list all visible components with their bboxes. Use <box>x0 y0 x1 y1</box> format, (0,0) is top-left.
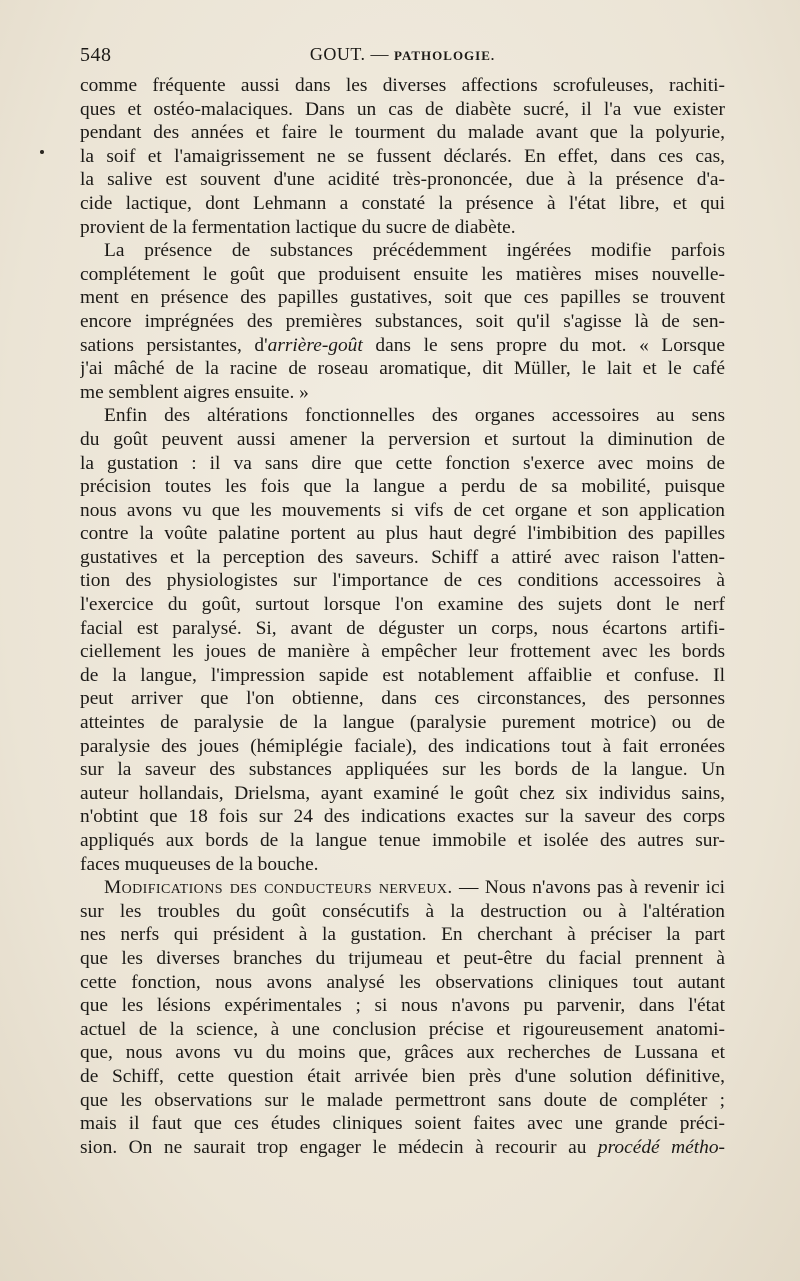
text-line: que les lésions expérimentales ; si nous n'avons pu parvenir, dans l'état <box>80 995 725 1017</box>
text-line: ques et ostéo-malaciques. Dans un cas de diabète sucré, il l'a vue exister <box>80 98 725 120</box>
text-line: La présence de substances précédemment ingérées modifie parfois <box>104 240 725 262</box>
text-line: tion des physiologistes sur l'importance de ces conditions accessoires à <box>80 570 725 592</box>
text-line: gustatives et la perception des saveurs. Schiff a attiré avec raison l'atten- <box>80 546 725 568</box>
text-segment: dans le sens propre du mot. « Lorsque <box>362 334 725 356</box>
text-line: appliqués aux bords de la langue tenue immobile et isolée des autres sur- <box>80 830 725 851</box>
text-line: l'exercice du goût, surtout lorsque l'on examine des sujets dont le nerf <box>80 594 725 616</box>
text-segment: sion. On ne saurait trop engager le médecin à recourir au <box>80 1136 598 1158</box>
running-head-title: GOUT. <box>309 44 366 64</box>
text-line: la gustation : il va sans dire que cette fonction s'exerce avec moins de <box>80 452 725 474</box>
text-line: pendant des années et faire le tourment du malade avant que la polyurie, <box>80 122 725 144</box>
italic-term: arrière-goût <box>267 334 363 356</box>
text-line-with-heading <box>80 876 725 900</box>
text-line-with-italic <box>80 1136 725 1160</box>
margin-mark <box>40 150 44 154</box>
text-segment: sations persistantes, d' <box>80 334 268 356</box>
text-line: que, nous avons vu du moins que, grâces aux recherches de Lussana et <box>80 1042 725 1064</box>
text-line: que les diverses branches du trijumeau et peut-être du facial prennent à <box>80 947 725 969</box>
text-segment: — Nous n'avons pas à revenir ici <box>452 877 725 899</box>
paragraph-1 <box>80 74 725 239</box>
paragraph-4 <box>80 876 725 1159</box>
text-line: contre la voûte palatine portent au plus haut degré l'imbibition des papilles <box>80 523 725 545</box>
text-line: nes nerfs qui président à la gustation. En cherchant à préciser la part <box>80 924 725 946</box>
text-line: Enfin des altérations fonctionnelles des organes accessoires au sens <box>104 405 725 427</box>
text-line: paralysie des joues (hémiplégie faciale), des indications tout à fait erronées <box>80 735 725 757</box>
text-line: auteur hollandais, Drielsma, ayant examiné le goût chez six individus sains, <box>80 782 725 804</box>
body-text <box>80 74 725 1159</box>
text-line: complétement le goût que produisent ensuite les matières mises nouvelle- <box>80 263 725 285</box>
paragraph-3 <box>80 404 725 876</box>
text-line: nous avons vu que les mouvements si vifs de cet organe et son application <box>80 499 725 521</box>
text-line: cide lactique, dont Lehmann a constaté la présence à l'état libre, et qui <box>80 192 725 214</box>
text-line: précision toutes les fois que la langue a perdu de sa mobilité, puisque <box>80 476 725 498</box>
text-line: la soif et l'amaigrissement ne se fussent déclarés. En effet, dans ces cas, <box>80 145 725 167</box>
page-number: 548 <box>80 44 112 66</box>
text-line: que les observations sur le malade permettront sans doute de compléter ; <box>80 1089 725 1111</box>
text-line: peut arriver que l'on obtienne, dans ces circonstances, des personnes <box>80 688 725 710</box>
text-line: ment en présence des papilles gustatives, soit que ces papilles se trouvent <box>80 287 725 309</box>
text-line: mais il faut que ces études cliniques soient faites avec une grande préci- <box>80 1113 725 1135</box>
text-line: faces muqueuses de la bouche. <box>80 853 319 875</box>
italic-term: procédé métho- <box>597 1136 725 1158</box>
text-line: sur les troubles du goût consécutifs à la destruction ou à l'altération <box>80 900 725 922</box>
text-line: du goût peuvent aussi amener la perversion et surtout la diminution de <box>80 428 725 450</box>
text-line: provient de la fermentation lactique du sucre de diabète. <box>80 216 516 238</box>
running-head <box>80 44 725 65</box>
paragraph-2 <box>80 239 725 404</box>
text-line: me semblent aigres ensuite. » <box>80 381 309 403</box>
text-line: la salive est souvent d'une acidité très-prononcée, due à la présence d'a- <box>80 169 725 191</box>
text-line: facial est paralysé. Si, avant de déguster un corps, nous écartons artifi- <box>80 617 725 639</box>
running-head-section: PATHOLOGIE. <box>393 48 496 63</box>
page-header <box>80 40 725 72</box>
section-heading: Modifications des conducteurs nerveux. <box>104 877 453 899</box>
text-line: de la langue, l'impression sapide est notablement affaiblie et confuse. Il <box>80 664 725 686</box>
text-line: encore imprégnées des premières substances, soit qu'il s'agisse là de sen- <box>80 310 725 332</box>
text-line-with-italic <box>80 334 725 358</box>
text-line: j'ai mâché de la racine de roseau aromatique, dit Müller, le lait et le café <box>80 358 725 380</box>
text-line: comme fréquente aussi dans les diverses affections scrofuleuses, rachiti- <box>80 75 725 96</box>
text-line: actuel de la science, à une conclusion précise et rigoureusement anatomi- <box>80 1018 725 1040</box>
text-line: de Schiff, cette question était arrivée bien près d'une solution définitive, <box>80 1065 725 1087</box>
text-line: cette fonction, nous avons analysé les observations cliniques tout autant <box>80 971 725 993</box>
text-line: sur la saveur des substances appliquées sur les bords de la langue. Un <box>80 759 725 781</box>
running-head-dash: — <box>365 44 394 64</box>
text-line: atteintes de paralysie de la langue (paralysie purement motrice) ou de <box>80 712 725 734</box>
text-line: ciellement les joues de manière à empêcher leur frottement avec les bords <box>80 641 725 663</box>
text-line: n'obtint que 18 fois sur 24 des indications exactes sur la saveur des corps <box>80 806 725 828</box>
